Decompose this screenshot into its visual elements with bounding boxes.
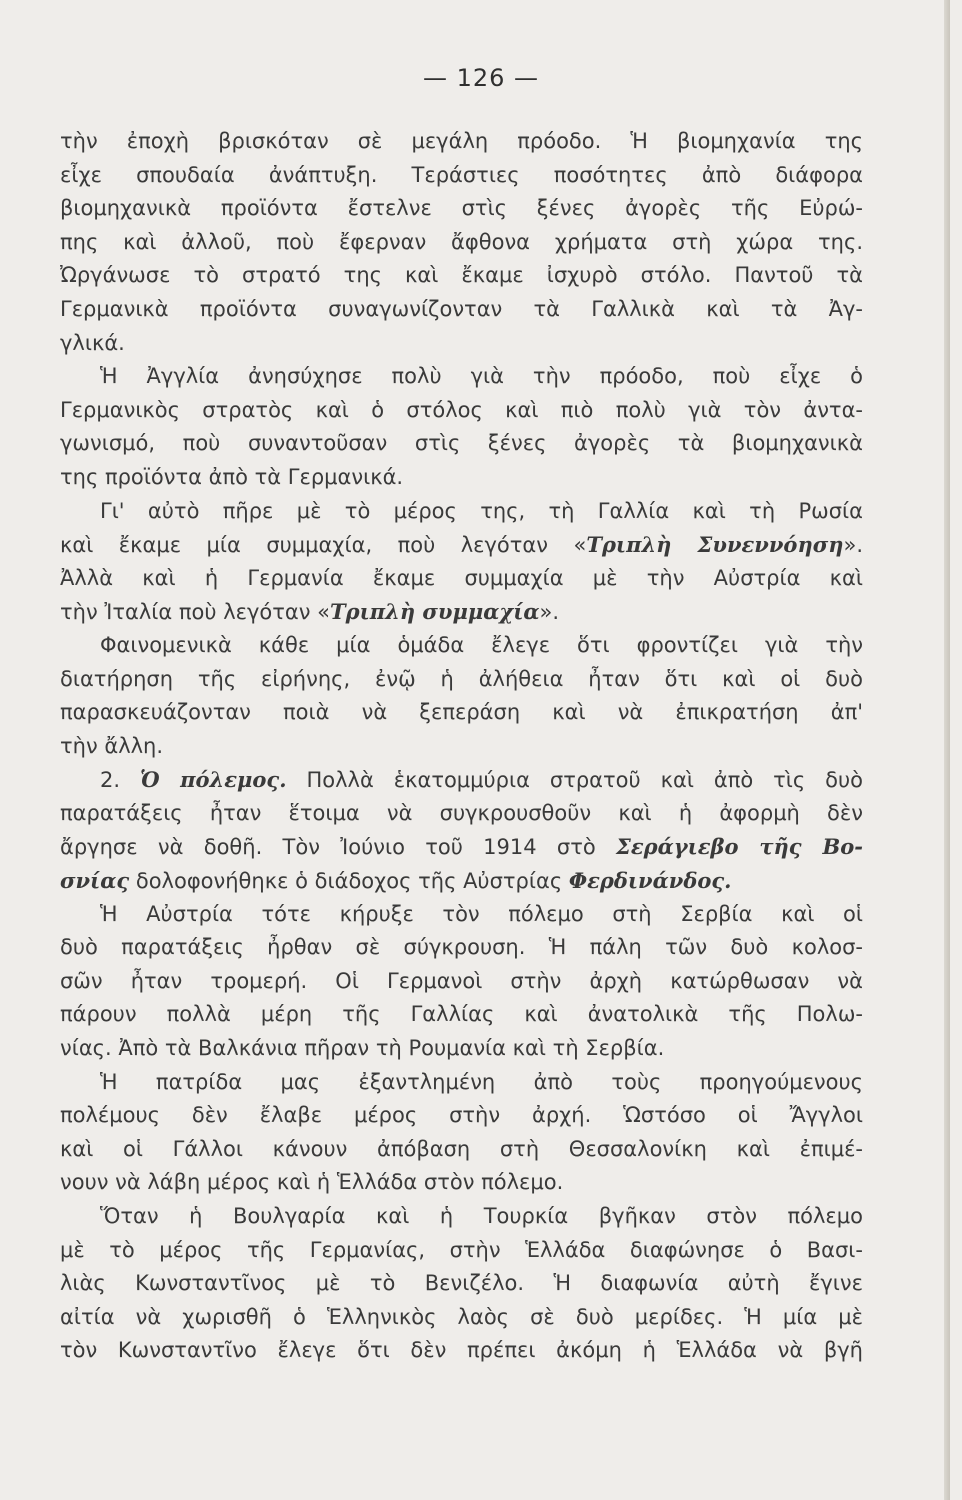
text-line: Γερμανικὰ προϊόντα συναγωνίζονταν τὰ Γαλλικὰ καὶ τὰ Ἀγ- — [60, 296, 863, 321]
text-line — [60, 864, 863, 898]
emphasized-text: Τριπλὴ συμμαχία — [330, 599, 540, 625]
body-text — [60, 125, 863, 1368]
text-line: σῶν ἦταν τρομερή. Οἱ Γερμανοὶ στὴν ἀρχὴ κατώρθωσαν νὰ — [60, 968, 863, 993]
text-line: γωνισμό, ποὺ συναντοῦσαν στὶς ξένες ἀγορὲς τὰ βιομηχανικὰ — [60, 431, 863, 456]
text-segment: ». — [843, 533, 863, 558]
text-line: γλικά. — [60, 330, 125, 355]
text-line: Γι' αὐτὸ πῆρε μὲ τὸ μέρος της, τὴ Γαλλία καὶ τὴ Ρωσία — [100, 498, 863, 523]
emphasized-text: Τριπλὴ Συνεννόηση — [586, 532, 844, 558]
text-segment: Πολλὰ ἑκατομμύρια στρατοῦ καὶ ἀπὸ τὶς δυὸ — [286, 768, 863, 793]
text-line: Ἡ Ἀγγλία ἀνησύχησε πολὺ γιὰ τὴν πρόοδο, ποὺ εἶχε ὁ — [100, 364, 863, 389]
text-line — [60, 830, 863, 864]
text-line: καὶ οἱ Γάλλοι κάνουν ἀπόβαση στὴ Θεσσαλονίκη καὶ ἐπιμέ- — [60, 1136, 863, 1161]
text-line: Φαινομενικὰ κάθε μία ὁμάδα ἔλεγε ὅτι φροντίζει γιὰ τὴν — [100, 632, 863, 657]
text-line: αἰτία νὰ χωρισθῆ ὁ Ἑλληνικὸς λαὸς σὲ δυὸ μερίδες. Ἡ μία μὲ — [60, 1304, 863, 1329]
text-segment: τὴν Ἰταλία ποὺ λεγόταν « — [60, 600, 330, 625]
text-line: λιὰς Κωνσταντῖνος μὲ τὸ Βενιζέλο. Ἡ διαφωνία αὐτὴ ἔγινε — [60, 1271, 863, 1296]
page-number: — 126 — — [422, 64, 540, 92]
emphasized-text: Ὁ πόλεμος. — [139, 767, 287, 793]
text-line: τὸν Κωνσταντῖνο ἔλεγε ὅτι δὲν πρέπει ἀκόμη ἡ Ἑλλάδα νὰ βγῆ — [60, 1338, 863, 1363]
text-line: Ἡ Αὐστρία τότε κήρυξε τὸν πόλεμο στὴ Σερβία καὶ οἱ — [100, 901, 863, 926]
text-line: νουν νὰ λάβη μέρος καὶ ἡ Ἑλλάδα στὸν πόλεμο. — [60, 1170, 564, 1195]
text-line: παρασκευάζονταν ποιὰ νὰ ξεπεράση καὶ νὰ ἐπικρατήση ἀπ' — [60, 700, 863, 725]
text-line: πολέμους δὲν ἔλαβε μέρος στὴν ἀρχή. Ὡστόσο οἱ Ἄγγλοι — [60, 1103, 863, 1128]
text-segment: 2. — [100, 768, 140, 793]
text-line — [60, 763, 863, 797]
text-line: διατήρηση τῆς εἰρήνης, ἐνῷ ἡ ἀλήθεια ἦταν ὅτι καὶ οἱ δυὸ — [60, 666, 863, 691]
text-line: πάρουν πολλὰ μέρη τῆς Γαλλίας καὶ ἀνατολικὰ τῆς Πολω- — [60, 1002, 863, 1027]
emphasized-text: Σεράγιεβο τῆς Βο- — [616, 834, 864, 860]
text-line: νίας. Ἀπὸ τὰ Βαλκάνια πῆραν τὴ Ρουμανία καὶ τὴ Σερβία. — [60, 1036, 665, 1061]
text-line: Ὠργάνωσε τὸ στρατό της καὶ ἔκαμε ἰσχυρὸ στόλο. Παντοῦ τὰ — [60, 263, 863, 288]
text-line: Ἡ πατρίδα μας ἐξαντλημένη ἀπὸ τοὺς προηγούμενους — [100, 1069, 863, 1094]
text-segment: ». — [539, 600, 560, 625]
text-line: πης καὶ ἀλλοῦ, ποὺ ἔφερναν ἄφθονα χρήματα στὴ χώρα της. — [60, 229, 863, 254]
text-line: δυὸ παρατάξεις ἦρθαν σὲ σύγκρουση. Ἡ πάλη τῶν δυὸ κολοσ- — [60, 935, 863, 960]
text-segment: καὶ ἔκαμε μία συμμαχία, ποὺ λεγόταν « — [60, 533, 587, 558]
text-line: βιομηχανικὰ προϊόντα ἔστελνε στὶς ξένες ἀγορὲς τῆς Εὐρώ- — [60, 196, 863, 221]
text-segment: ἄργησε νὰ δοθῆ. Τὸν Ἰούνιο τοῦ 1914 στὸ — [60, 835, 616, 860]
text-line: τὴν ἄλλη. — [60, 733, 164, 758]
text-line — [60, 595, 863, 629]
text-line: μὲ τὸ μέρος τῆς Γερμανίας, στὴν Ἑλλάδα διαφώνησε ὁ Βασι- — [60, 1237, 863, 1262]
emphasized-text: σνίας — [60, 868, 130, 894]
text-segment: δολοφονήθηκε ὁ διάδοχος τῆς Αὐστρίας — [129, 869, 569, 894]
text-line: Ὅταν ἡ Βουλγαρία καὶ ἡ Τουρκία βγῆκαν στὸν πόλεμο — [100, 1204, 863, 1228]
text-line: παρατάξεις ἦταν ἕτοιμα νὰ συγκρουσθοῦν καὶ ἡ ἀφορμὴ δὲν — [60, 800, 863, 825]
text-line: τὴν ἐποχὴ βρισκόταν σὲ μεγάλη πρόοδο. Ἡ βιομηχανία της — [60, 129, 863, 153]
text-line: Ἀλλὰ καὶ ἡ Γερμανία ἔκαμε συμμαχία μὲ τὴν Αὐστρία καὶ — [60, 565, 863, 590]
text-line: εἶχε σπουδαία ἀνάπτυξη. Τεράστιες ποσότητες ἀπὸ διάφορα — [60, 162, 863, 187]
emphasized-text: Φερδινάνδος. — [568, 868, 732, 894]
text-line: Γερμανικὸς στρατὸς καὶ ὁ στόλος καὶ πιὸ πολὺ γιὰ τὸν ἀντα- — [60, 397, 863, 422]
text-line — [60, 528, 863, 562]
text-line: της προϊόντα ἀπὸ τὰ Γερμανικά. — [60, 464, 404, 489]
